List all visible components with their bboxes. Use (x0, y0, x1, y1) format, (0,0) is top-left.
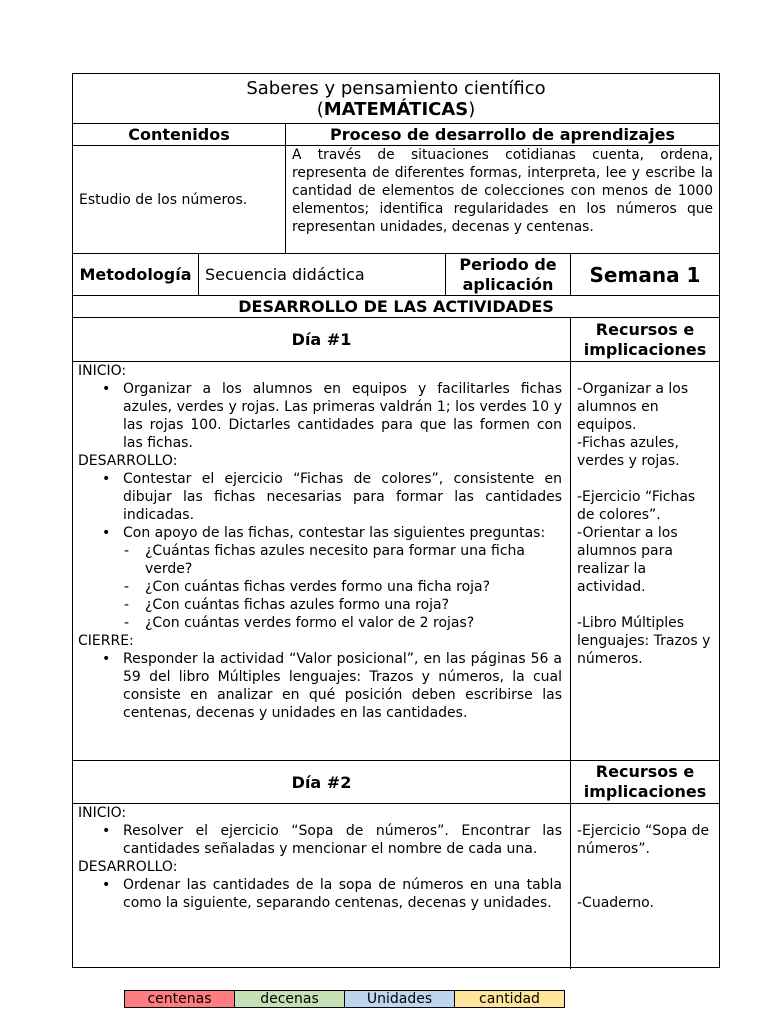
day2-resource: -Cuaderno. (577, 895, 654, 911)
day1-resource: -Organizar a los alumnos en equipos. (577, 381, 689, 433)
day1-question: - ¿Cuántas fichas azules necesito para formar una ficha verde? (124, 543, 526, 577)
day2-resources (571, 804, 719, 969)
subject-title: MATEMÁTICAS (323, 98, 469, 120)
day2-header-row (73, 761, 719, 804)
day2-desarrollo-label: DESARROLLO: (78, 859, 178, 875)
day1-inicio-label: INICIO: (78, 363, 127, 379)
day1-resources-title: Recursos e implicaciones (583, 319, 707, 359)
title-line2: (MATEMÁTICAS) (316, 98, 476, 120)
day2-inicio-label: INICIO: (78, 805, 127, 821)
period-label: Periodo de aplicación (446, 254, 571, 295)
unidades-cell: Unidades (345, 991, 455, 1007)
day1-cierre-label: CIERRE: (78, 633, 134, 649)
centenas-cell: centenas (125, 991, 235, 1007)
day1-desarrollo-item: • Contestar el ejercicio “Fichas de colores”, consistente en dibujar las fichas necesarias para formar las cantidades indicadas. (102, 471, 562, 523)
planning-sheet (72, 73, 720, 1007)
day1-resource: -Orientar a los alumnos para realizar la actividad. (577, 525, 678, 595)
method-value: Secuencia didáctica (199, 254, 446, 295)
day1-title: Día #1 (73, 318, 571, 361)
day2-desarrollo-item: • Ordenar las cantidades de la sopa de números en una tabla como la siguiente, separando centenas, decenas y unidades. (102, 877, 562, 911)
decenas-cell: decenas (235, 991, 345, 1007)
method-label: Metodología (73, 254, 199, 295)
day1-question: - ¿Con cuántas fichas verdes formo una ficha roja? (124, 579, 491, 595)
day1-desarrollo-item: • Con apoyo de las fichas, contestar las siguientes preguntas: (102, 525, 546, 541)
day2-activities (73, 804, 571, 1007)
day1-activities (73, 362, 571, 760)
title-row (73, 74, 719, 124)
day1-cierre-item: • Responder la actividad “Valor posicional”, en las páginas 56 a 59 del libro Múltiples lenguajes: Trazos y números, la cual consiste en analizar en qué posición deben escribirse las centenas, decenas y unidades en las cantidades. (102, 651, 562, 721)
day1-header-row (73, 318, 719, 362)
day2-resources-title: Recursos e implicaciones (583, 762, 707, 801)
topic-cell: Estudio de los números. (73, 146, 286, 253)
day2-title: Día #2 (73, 761, 571, 803)
day1-question: - ¿Con cuántas fichas azules formo una roja? (124, 597, 450, 613)
day2-body-row (73, 804, 719, 1007)
process-cell: A través de situaciones cotidianas cuenta, ordena, representa de diferentes formas, interpreta, lee y escribe la cantidad de elementos de colecciones con menos de 1000 elementos; identifica regularidades en los números que representan unidades, decenas y centenas. (292, 147, 713, 235)
place-value-table (124, 990, 565, 1008)
day1-body-row (73, 362, 719, 761)
contents-row (73, 146, 719, 254)
contenidos-header: Contenidos (73, 124, 286, 145)
day2-inicio-item: • Resolver el ejercicio “Sopa de números”. Encontrar las cantidades señaladas y mencionar el nombre de cada una. (102, 823, 562, 857)
method-row (73, 254, 719, 296)
activities-title: DESARROLLO DE LAS ACTIVIDADES (73, 296, 719, 318)
day1-inicio-item: • Organizar a los alumnos en equipos y facilitarles fichas azules, verdes y rojas. Las primeras valdrán 1; los verdes 10 y las rojas 100. Dictarles cantidades para que las formen con las fichas. (102, 381, 562, 451)
week-label: Semana 1 (589, 262, 701, 287)
contents-header-row (73, 124, 719, 146)
day1-desarrollo-label: DESARROLLO: (78, 453, 178, 469)
cantidad-cell: cantidad (455, 991, 564, 1007)
title-line1: Saberes y pensamiento científico (246, 77, 546, 99)
day1-resource: -Fichas azules, verdes y rojas. (577, 435, 680, 469)
day2-resource: -Ejercicio “Sopa de números”. (577, 823, 710, 857)
day1-resources (571, 362, 719, 760)
day1-resource: -Libro Múltiples lenguajes: Trazos y números. (577, 615, 711, 667)
proceso-header: Proceso de desarrollo de aprendizajes (330, 125, 675, 144)
day1-question: - ¿Con cuántas verdes formo el valor de 2 rojas? (124, 615, 475, 631)
day1-resource: -Ejercicio “Fichas de colores”. (577, 489, 696, 523)
